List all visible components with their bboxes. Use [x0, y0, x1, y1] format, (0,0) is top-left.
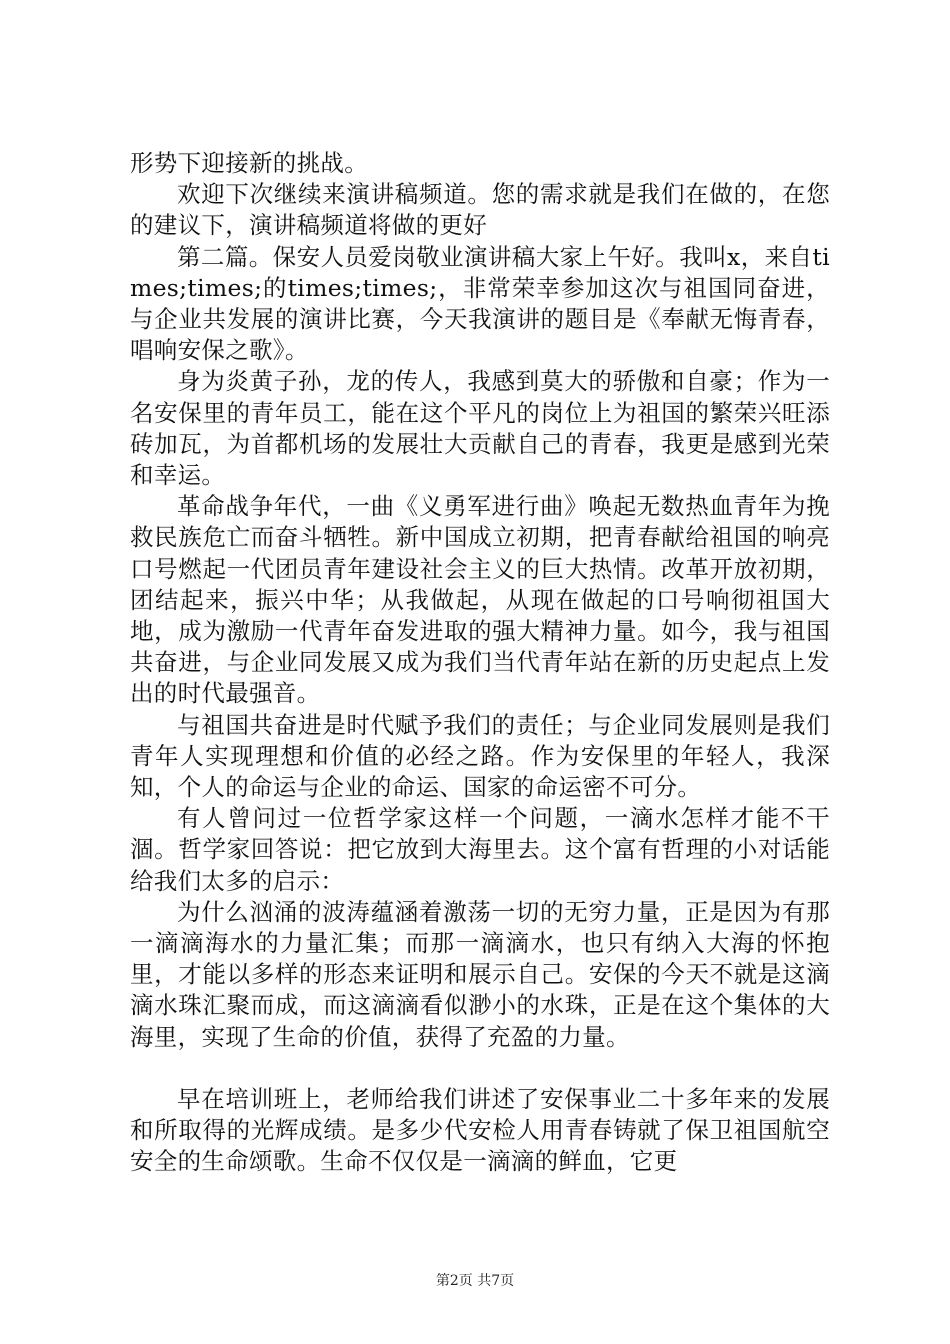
page-number-footer: 第2页 共7页 [435, 1273, 515, 1289]
document-body [130, 148, 830, 1178]
paragraph-training: 早在培训班上，老师给我们讲述了安保事业二十多年来的发展和所取得的光辉成绩。是多少代安检人用青春铸就了保卫祖国航空安全的生命颂歌。生命不仅仅是一滴滴的鲜血，它更 [130, 1084, 830, 1176]
paragraph-second-speech-intro: 第二篇。保安人员爱岗敬业演讲稿大家上午好。我叫x，来自times;times;的times;times;，非常荣幸参加这次与祖国同奋进，与企业共发展的演讲比赛，今天我演讲的题目是《奉献无悔青春，唱响安保之歌》。 [130, 242, 830, 365]
paragraph-responsibility: 与祖国共奋进是时代赋予我们的责任；与企业同发展则是我们青年人实现理想和价值的必经之路。作为安保里的年轻人，我深知，个人的命运与企业的命运、国家的命运密不可分。 [130, 710, 830, 802]
paragraph-pride: 身为炎黄子孙，龙的传人，我感到莫大的骄傲和自豪；作为一名安保里的青年员工，能在这个平凡的岗位上为祖国的繁荣兴旺添砖加瓦，为首都机场的发展壮大贡献自己的青春，我更是感到光荣和幸运。 [130, 367, 830, 490]
paragraph-history: 革命战争年代，一曲《义勇军进行曲》唤起无数热血青年为挽救民族危亡而奋斗牺牲。新中国成立初期，把青春献给祖国的响亮口号燃起一代团员青年建设社会主义的巨大热情。改革开放初期，团结起来，振兴中华；从我做起，从现在做起的口号响彻祖国大地，成为激励一代青年奋发进取的强大精神力量。如今，我与祖国共奋进，与企业同发展又成为我们当代青年站在新的历史起点上发出的时代最强音。 [130, 492, 830, 708]
paragraph-ocean: 为什么汹涌的波涛蕴涵着激荡一切的无穷力量，正是因为有那一滴滴海水的力量汇集；而那一滴滴水，也只有纳入大海的怀抱里，才能以多样的形态来证明和展示自己。安保的今天不就是这滴滴水珠汇聚而成，而这滴滴看似渺小的水珠，正是在这个集体的大海里，实现了生命的价值，获得了充盈的力量。 [130, 897, 830, 1051]
paragraph-continuation: 形势下迎接新的挑战。 [130, 149, 368, 177]
paragraph-channel-note: 欢迎下次继续来演讲稿频道。您的需求就是我们在做的，在您的建议下，演讲稿频道将做的更好 [130, 180, 830, 240]
paragraph-philosopher: 有人曾问过一位哲学家这样一个问题，一滴水怎样才能不干涸。哲学家回答说：把它放到大海里去。这个富有哲理的小对话能给我们太多的启示： [130, 804, 830, 895]
